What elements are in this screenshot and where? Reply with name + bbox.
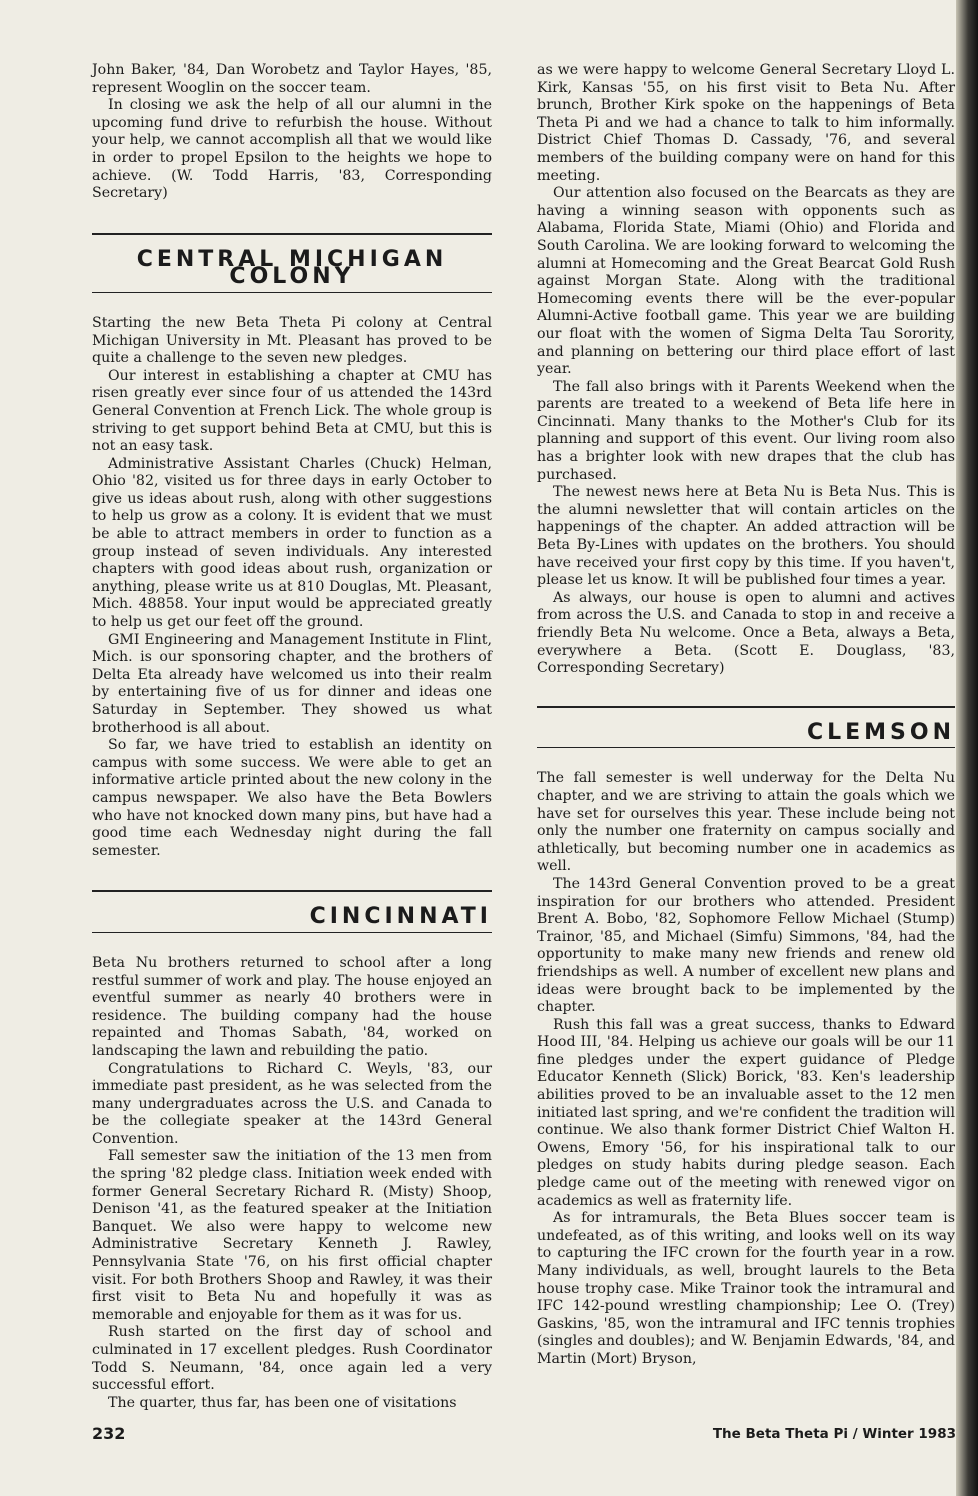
right-column bbox=[537, 62, 955, 1369]
article-paragraph: Administrative Assistant Charles (Chuck) Helman, Ohio '82, visited us for three days in early October to give us ideas about rush, along with other suggestions to help us grow as a colony. It is evident that we must be able to attract members in order to function as a group instead of seven individuals. Any interested chapters with good ideas about rush, organization or anything, please write us at 810 Douglas, Mt. Pleasant, Mich. 48858. Your input would be appreciated greatly to help us get our feet off the ground. bbox=[92, 455, 492, 631]
left-column bbox=[92, 62, 492, 1412]
article-paragraph: Rush this fall was a great success, thanks to Edward Hood III, '84. Helping us achieve our goals will be our 11 fine pledges under the expert guidance of Pledge Educator Kenneth (Slick) Borick, '83. Ken's leadership abilities proved to be an invaluable asset to the 12 men initiated last spring, and we're confident the tradition will continue. We also thank former District Chief Walton H. Owens, Emory '56, for his inspirational talk to our pledges on study habits during pledge season. Each pledge came out of the meeting with renewed vigor on academics as well as fraternity life. bbox=[537, 1016, 955, 1209]
article-paragraph: Beta Nu brothers returned to school after a long restful summer of work and play. The house enjoyed an eventful summer as nearly 40 brothers were in residence. The building company had the house repainted and Thomas Sabath, '84, worked on landscaping the lawn and rebuilding the patio. bbox=[92, 954, 492, 1059]
page-number: 232 bbox=[92, 1424, 126, 1443]
article-paragraph: In closing we ask the help of all our alumni in the upcoming fund drive to refurbish the house. Without your help, we cannot accomplish all that we would like in order to propel Epsilon to the heights we hope to achieve. (W. Todd Harris, '83, Corresponding Secretary) bbox=[92, 97, 492, 202]
article-paragraph: as we were happy to welcome General Secretary Lloyd L. Kirk, Kansas '55, on his first visit to Beta Nu. After brunch, Brother Kirk spoke on the happenings of Beta Theta Pi and we had a chance to talk to him informally. District Chief Thomas D. Cassady, '76, and several members of the building company were on hand for this meeting. bbox=[537, 62, 955, 184]
article-paragraph: As always, our house is open to alumni and actives from across the U.S. and Canada to stop in and receive a friendly Beta Nu welcome. Once a Beta, always a Beta, everywhere a Beta. (Scott E. Douglass, '83, Corresponding Secretary) bbox=[537, 589, 955, 677]
article-paragraph: GMI Engineering and Management Institute in Flint, Mich. is our sponsoring chapter, and the brothers of Delta Eta already have welcomed us into their realm by entertaining five of us for dinner and ideas one Saturday in September. They showed us what brotherhood is all about. bbox=[92, 631, 492, 736]
section-title-central-michigan: CENTRAL MICHIGAN COLONY bbox=[92, 233, 492, 293]
article-paragraph: As for intramurals, the Beta Blues soccer team is undefeated, as of this writing, and looks well on its way to capturing the IFC crown for the fourth year in a row. Many individuals, as well, brought laurels to the Beta house trophy case. Mike Trainor took the intramural and IFC 142-pound wrestling championship; Lee O. (Trey) Gaskins, '85, won the intramural and IFC tennis trophies (singles and doubles); and W. Benjamin Edwards, '84, and Martin (Mort) Bryson, bbox=[537, 1210, 955, 1367]
article-paragraph: Our interest in establishing a chapter at CMU has risen greatly ever since four of us attended the 143rd General Convention at French Lick. The whole group is striving to get support behind Beta at CMU, but this is not an easy task. bbox=[92, 367, 492, 455]
article-paragraph: Fall semester saw the initiation of the 13 men from the spring '82 pledge class. Initiation week ended with former General Secretary Richard R. (Misty) Shoop, Denison '41, as the featured speaker at the Initiation Banquet. We also were happy to welcome new Administrative Secretary Kenneth J. Rawley, Pennsylvania State '76, on his first official chapter visit. For both Brothers Shoop and Rawley, it was their first visit to Beta Nu and hopefully it was as memorable and enjoyable for them as it was for us. bbox=[92, 1148, 492, 1323]
article-paragraph: John Baker, '84, Dan Worobetz and Taylor Hayes, '85, represent Wooglin on the soccer team. bbox=[92, 62, 492, 96]
article-paragraph: Congratulations to Richard C. Weyls, '83, our immediate past president, as he was selected from the many undergraduates across the U.S. and Canada to be the collegiate speaker at the 143rd General Convention. bbox=[92, 1060, 492, 1147]
article-paragraph: The fall semester is well underway for the Delta Nu chapter, and we are striving to attain the goals which we have set for ourselves this year. These include being not only the number one fraternity on campus socially and athletically, but becoming number one in academics as well. bbox=[537, 770, 955, 875]
article-paragraph: So far, we have tried to establish an identity on campus with some success. We were able to get an informative article printed about the new colony in the campus newspaper. We also have the Beta Bowlers who have not knocked down many pins, but have had a good time each Wednesday night during the fall semester. bbox=[92, 737, 492, 859]
binding-gutter bbox=[956, 0, 978, 1496]
article-paragraph: The quarter, thus far, has been one of visitations bbox=[108, 1394, 457, 1411]
article-paragraph: The 143rd General Convention proved to be a great inspiration for our brothers who attended. President Brent A. Bobo, '82, Sophomore Fellow Michael (Stump) Trainor, '85, and Michael (Simfu) Simmons, '84, had the opportunity to make many new friends and renew old friendships as well. A number of excellent new plans and ideas were brought back to be implemented by the chapter. bbox=[537, 875, 955, 1016]
article-paragraph: Starting the new Beta Theta Pi colony at Central Michigan University in Mt. Pleasant has proved to be quite a challenge to the seven new pledges. bbox=[92, 314, 492, 367]
article-paragraph: The newest news here at Beta Nu is Beta Nus. This is the alumni newsletter that will contain articles on the happenings of the chapter. An added attraction will be Beta By-Lines with updates on the brothers. You should have received your first copy by this time. If you haven't, please let us know. It will be published four times a year. bbox=[537, 484, 955, 589]
article-paragraph: The fall also brings with it Parents Weekend when the parents are treated to a weekend of Beta life here in Cincinnati. Many thanks to the Mother's Club for its planning and support of this event. Our living room also has a brighter look with new drapes that the club has purchased. bbox=[537, 378, 955, 483]
article-paragraph: Rush started on the first day of school and culminated in 17 excellent pledges. Rush Coordinator Todd S. Neumann, '84, once again led a very successful effort. bbox=[92, 1324, 492, 1394]
article-paragraph: Our attention also focused on the Bearcats as they are having a winning season with opponents such as Alabama, Florida State, Miami (Ohio) and Florida and South Carolina. We are looking forward to welcoming the alumni at Homecoming and the Great Bearcat Gold Rush against Morgan State. Along with the traditional Homecoming events there will be the ever-popular Alumni-Active football game. This year we are building our float with the women of Sigma Delta Tau Sorority, and planning on bettering our third place effort of last year. bbox=[537, 185, 955, 378]
section-title-clemson: CLEMSON bbox=[537, 706, 955, 749]
section-title-cincinnati: CINCINNATI bbox=[92, 890, 492, 933]
magazine-footer: The Beta Theta Pi / Winter 1983 bbox=[712, 1426, 956, 1442]
